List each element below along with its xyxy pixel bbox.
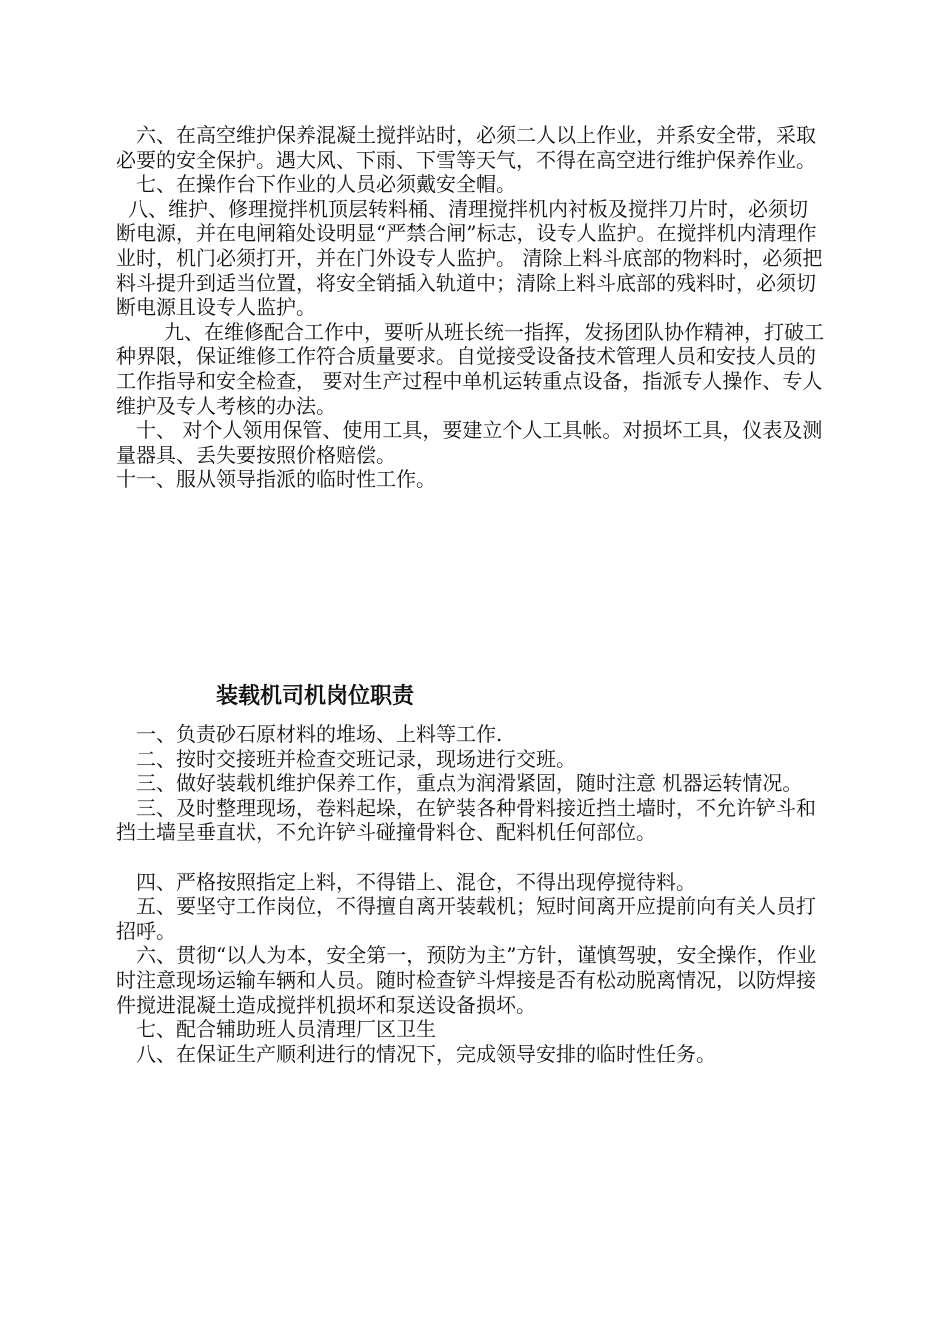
- duty-item-6: 六、贯彻“以人为本，安全第一，预防为主”方针，谨慎驾驶，安全操作，作业时注意现场运输车辆和人员。随时检查铲斗焊接是否有松动脱离情况，以防焊接件搅进混凝土造成搅拌机损坏和泵送设备损坏。: [116, 943, 817, 1017]
- paragraph-item-6: 六、在高空维护保养混凝土搅拌站时，必须二人以上作业，并系安全带，采取必要的安全保护。遇大风、下雨、下雪等天气，不得在高空进行维护保养作业。: [116, 123, 816, 172]
- duty-item-8: 八、在保证生产顺利进行的情况下，完成领导安排的临时性任务。: [136, 1041, 716, 1066]
- paragraph-item-11: 十一、服从领导指派的临时性工作。: [116, 467, 436, 492]
- duty-item-5: 五、要坚守工作岗位，不得擅自离开装载机；短时间离开应提前向有关人员打招呼。: [116, 894, 816, 943]
- duty-item-7: 七、配合辅助班人员清理厂区卫生: [136, 1017, 436, 1042]
- duty-item-4: 四、严格按照指定上料，不得错上、混仓，不得出现停搅待料。: [136, 869, 696, 894]
- duty-item-1: 一、负责砂石原材料的堆场、上料等工作.: [136, 722, 503, 746]
- loader-duties-section: [116, 722, 826, 1066]
- loader-driver-duties-title: 装载机司机岗位职责: [216, 683, 415, 709]
- paragraph-item-8: 八、维护、修理搅拌机顶层转料桶、清理搅拌机内衬板及搅拌刀片时，必须切断电源，并在电闸箱处设明显“严禁合闸”标志，设专人监护。在搅拌机内清理作业时，机门必须打开，并在门外设专人监护。 清除上料斗底部的物料时，必须把料斗提升到适当位置，将安全销插入轨道中；清除上料斗底部的残料时，必须切断电源且设专人监护。: [116, 196, 823, 320]
- blank-line: [116, 845, 826, 870]
- duty-item-3: 三、做好装载机维护保养工作，重点为润滑紧固，随时注意 机器运转情况。: [136, 771, 803, 796]
- duty-item-2: 二、按时交接班并检查交班记录，现场进行交班。: [136, 746, 576, 771]
- paragraph-item-7: 七、在操作台下作业的人员必须戴安全帽。: [136, 172, 516, 197]
- safety-rules-section: [116, 123, 826, 492]
- paragraph-item-10: 十、 对个人领用保管、使用工具，要建立个人工具帐。对损坏工具，仪表及测量器具、丢失要按照价格赔偿。: [116, 418, 823, 467]
- paragraph-item-9: 九、在维修配合工作中，要听从班长统一指挥，发扬团队协作精神，打破工种界限，保证维修工作符合质量要求。自觉接受设备技术管理人员和安技人员的工作指导和安全检查， 要对生产过程中单机运转重点设备，指派专人操作、专人维护及专人考核的办法。: [116, 319, 824, 418]
- duty-item-3b: 三、及时整理现场，卷料起垛，在铲装各种骨料接近挡土墙时，不允许铲斗和挡土墙呈垂直状，不允许铲斗碰撞骨料仓、配料机任何部位。: [116, 795, 816, 845]
